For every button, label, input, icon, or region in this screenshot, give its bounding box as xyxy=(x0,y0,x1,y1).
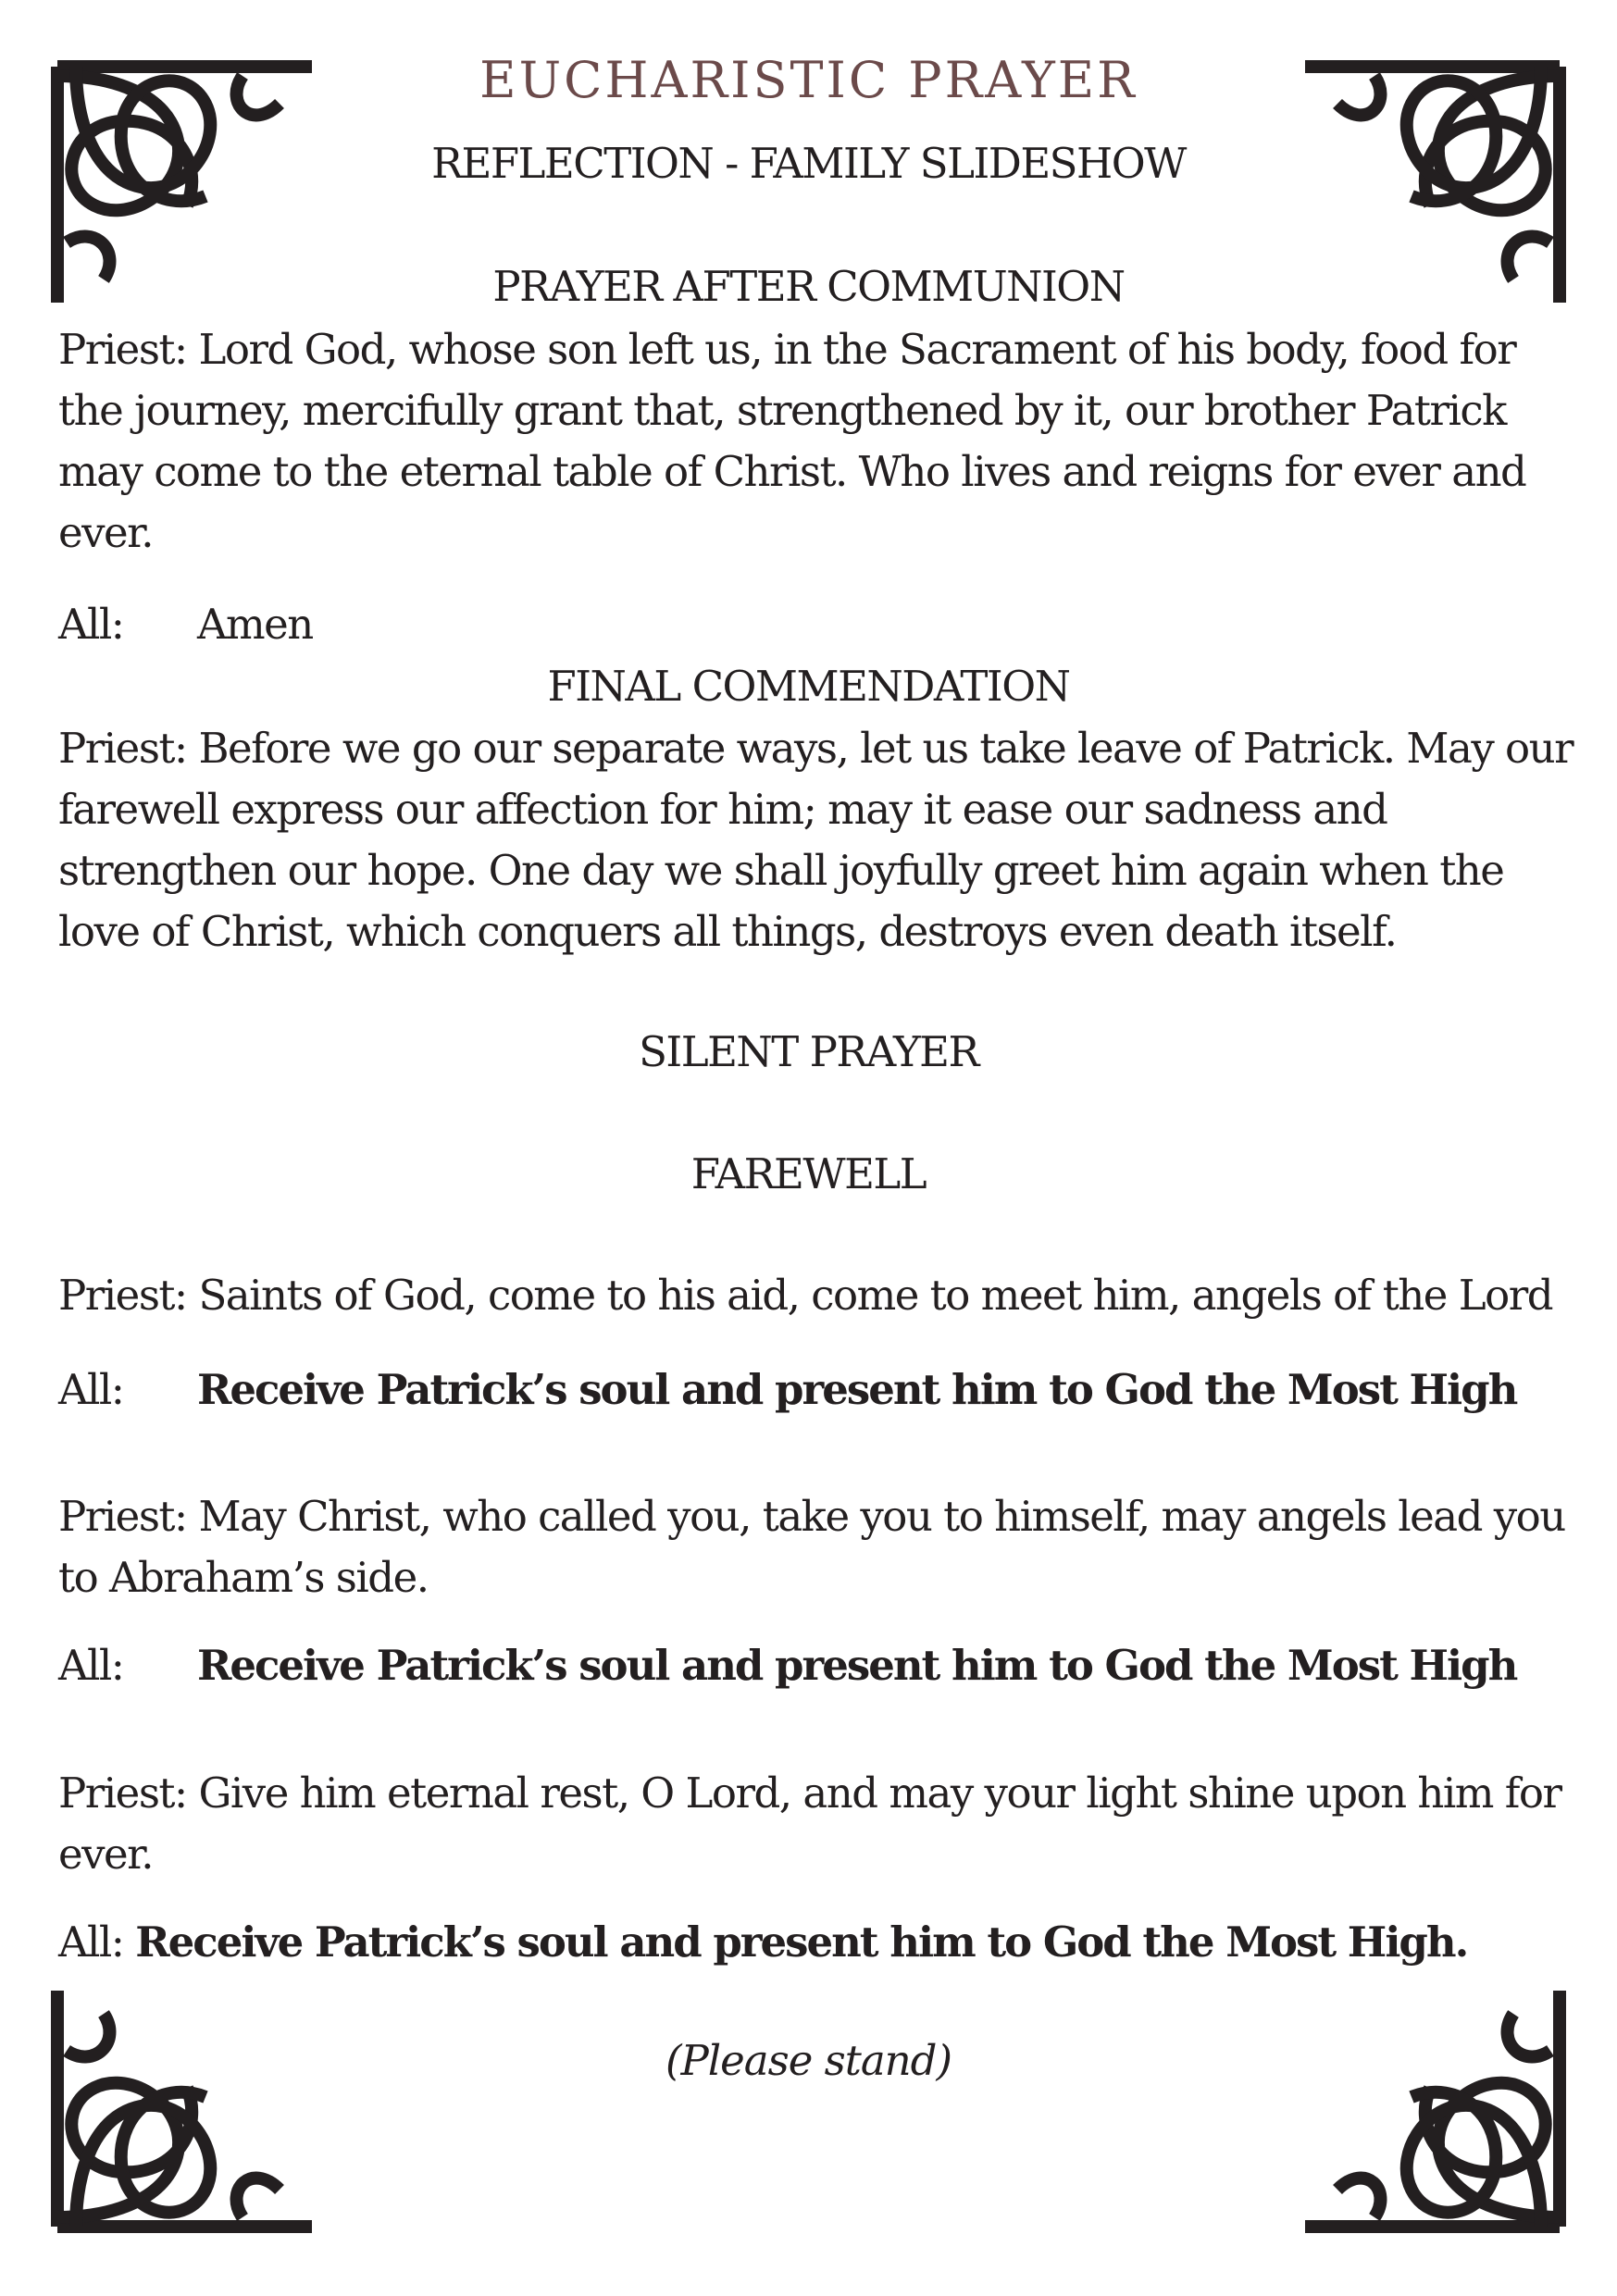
priest-label: Priest: xyxy=(58,724,187,773)
all-label: All: xyxy=(58,1365,124,1414)
all-response: Receive Patrick’s soul and present him to God the Most High xyxy=(197,1365,1517,1414)
silent-prayer-heading: SILENT PRAYER xyxy=(639,1027,978,1076)
priest-label: Priest: xyxy=(58,1492,187,1541)
all-label: All: xyxy=(58,1641,124,1690)
final-commendation-priest xyxy=(58,718,1576,962)
prayer-after-communion-heading: PRAYER AFTER COMMUNION xyxy=(492,262,1125,311)
final-commendation-heading: FINAL COMMENDATION xyxy=(547,662,1070,711)
reflection-heading: REFLECTION - FAMILY SLIDESHOW xyxy=(431,139,1186,188)
all-response: Receive Patrick’s soul and present him to God the Most High. xyxy=(135,1917,1468,1967)
page-title: EUCHARISTIC PRAYER xyxy=(479,51,1138,109)
priest-text: Saints of God, come to his aid, come to meet him, angels of the Lord xyxy=(198,1271,1553,1320)
celtic-knot-corner-icon xyxy=(39,1986,317,2254)
farewell-response-2 xyxy=(58,1641,1576,1690)
all-label: All: xyxy=(58,1917,124,1967)
priest-label: Priest: xyxy=(58,1769,187,1818)
prayer-after-communion-response xyxy=(58,600,1576,649)
celtic-knot-corner-icon xyxy=(1300,1986,1578,2254)
priest-label: Priest: xyxy=(58,325,187,374)
farewell-response-1 xyxy=(58,1365,1576,1414)
priest-text: Give him eternal rest, O Lord, and may your light shine upon him for ever. xyxy=(58,1769,1561,1879)
priest-label: Priest: xyxy=(58,1271,187,1320)
closing-instruction: (Please stand) xyxy=(665,2036,952,2085)
farewell-priest-3 xyxy=(58,1763,1576,1885)
farewell-priest-2 xyxy=(58,1486,1576,1608)
priest-text: Lord God, whose son left us, in the Sacrament of his body, food for the journey, mercifully grant that, strengthened by it, our brother Patrick may come to the eternal table of Christ. Who lives and reigns for ever and ever. xyxy=(58,325,1526,557)
prayer-after-communion-priest xyxy=(58,319,1576,564)
farewell-heading: FAREWELL xyxy=(690,1149,927,1198)
all-response: Receive Patrick’s soul and present him to God the Most High xyxy=(197,1641,1517,1690)
farewell-response-3 xyxy=(58,1917,1576,1967)
priest-text: Before we go our separate ways, let us take leave of Patrick. May our farewell express our affection for him; may it ease our sadness and strengthen our hope. One day we shall joyfully greet him again when the love of Christ, which conquers all things, destroys even death itself. xyxy=(58,724,1573,956)
farewell-priest-1 xyxy=(58,1271,1576,1320)
priest-text: May Christ, who called you, take you to himself, may angels lead you to Abraham’s side. xyxy=(58,1492,1565,1602)
all-label: All: xyxy=(58,600,124,649)
all-response: Amen xyxy=(197,600,313,649)
